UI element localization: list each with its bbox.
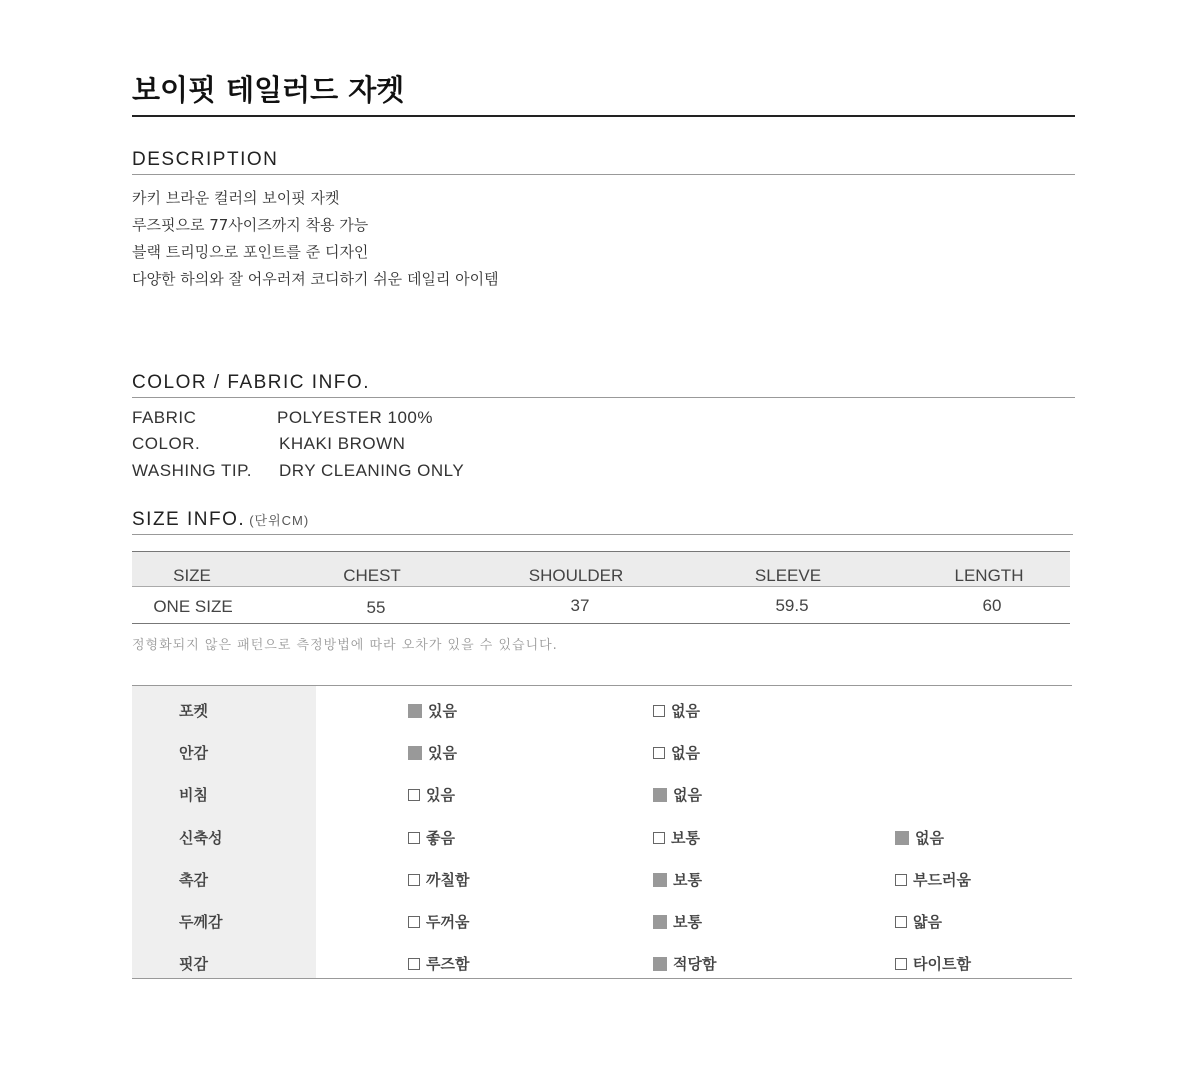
property-option bbox=[408, 784, 455, 805]
unchecked-box-icon bbox=[408, 874, 420, 886]
property-option bbox=[895, 827, 944, 848]
property-option-label: 없음 bbox=[671, 702, 700, 720]
property-label: 안감 bbox=[179, 744, 208, 762]
property-row bbox=[132, 947, 1072, 977]
property-label: 촉감 bbox=[179, 871, 208, 889]
property-label: 핏감 bbox=[179, 955, 208, 973]
property-option bbox=[408, 827, 455, 848]
property-option bbox=[653, 827, 700, 848]
sleeve-column-header: SLEEVE bbox=[754, 566, 822, 585]
property-option bbox=[408, 869, 469, 890]
length-value: 60 bbox=[982, 596, 1002, 615]
checked-box-icon bbox=[408, 704, 422, 718]
property-row bbox=[132, 905, 1072, 935]
property-option-label: 없음 bbox=[673, 786, 702, 804]
checked-box-icon bbox=[653, 957, 667, 971]
property-row bbox=[132, 778, 1072, 808]
property-option-label: 타이트함 bbox=[913, 955, 971, 973]
fabric-value: POLYESTER 100% bbox=[277, 408, 433, 427]
unchecked-box-icon bbox=[653, 747, 665, 759]
property-option bbox=[653, 953, 716, 974]
property-option-label: 부드러움 bbox=[913, 871, 971, 889]
unchecked-box-icon bbox=[895, 916, 907, 928]
property-option bbox=[408, 742, 457, 763]
shoulder-value: 37 bbox=[570, 596, 590, 615]
color-label: COLOR. bbox=[132, 434, 201, 453]
description-line: 카키 브라운 컬러의 보이핏 자켓 bbox=[132, 189, 340, 207]
checked-box-icon bbox=[653, 873, 667, 887]
size-unit: (단위CM) bbox=[249, 513, 310, 528]
unchecked-box-icon bbox=[895, 958, 907, 970]
unchecked-box-icon bbox=[653, 832, 665, 844]
size-table bbox=[132, 551, 1070, 624]
property-option-label: 적당함 bbox=[673, 955, 717, 973]
property-option bbox=[653, 911, 702, 932]
chest-value: 55 bbox=[366, 598, 386, 617]
property-option-label: 까칠함 bbox=[426, 871, 470, 889]
property-option-label: 보통 bbox=[673, 871, 702, 889]
property-option-label: 좋음 bbox=[426, 829, 455, 847]
property-option-label: 보통 bbox=[673, 913, 702, 931]
description-line: 다양한 하의와 잘 어우러져 코디하기 쉬운 데일리 아이템 bbox=[132, 270, 499, 288]
size-value: ONE SIZE bbox=[153, 597, 233, 616]
page-title: 보이핏 테일러드 자켓 bbox=[132, 68, 1075, 117]
checked-box-icon bbox=[895, 831, 909, 845]
property-option bbox=[408, 953, 469, 974]
fabric-info-heading: COLOR / FABRIC INFO. bbox=[132, 372, 1075, 398]
property-row bbox=[132, 736, 1072, 766]
unchecked-box-icon bbox=[408, 832, 420, 844]
property-option bbox=[895, 869, 971, 890]
property-row bbox=[132, 694, 1072, 724]
measurement-note: 정형화되지 않은 패턴으로 측정방법에 따라 오차가 있을 수 있습니다. bbox=[132, 638, 558, 653]
fabric-label: FABRIC bbox=[132, 408, 197, 427]
property-label: 비침 bbox=[179, 786, 208, 804]
property-option bbox=[653, 700, 700, 721]
property-option-label: 두꺼움 bbox=[426, 913, 470, 931]
unchecked-box-icon bbox=[895, 874, 907, 886]
property-option-label: 얇음 bbox=[913, 913, 942, 931]
color-value: KHAKI BROWN bbox=[279, 434, 406, 453]
property-row bbox=[132, 863, 1072, 893]
description-heading: DESCRIPTION bbox=[132, 149, 1075, 175]
property-label: 포켓 bbox=[179, 702, 208, 720]
washing-tip-value: DRY CLEANING ONLY bbox=[279, 461, 465, 480]
property-option bbox=[408, 700, 457, 721]
checked-box-icon bbox=[408, 746, 422, 760]
size-info-heading: SIZE INFO. (단위CM) bbox=[132, 509, 1073, 535]
chest-column-header: CHEST bbox=[343, 566, 401, 585]
property-option-label: 없음 bbox=[915, 829, 944, 847]
property-label: 두께감 bbox=[179, 913, 223, 931]
unchecked-box-icon bbox=[408, 789, 420, 801]
property-label: 신축성 bbox=[179, 829, 223, 847]
size-table-header bbox=[132, 552, 1070, 587]
shoulder-column-header: SHOULDER bbox=[528, 566, 624, 585]
checked-box-icon bbox=[653, 915, 667, 929]
unchecked-box-icon bbox=[408, 916, 420, 928]
size-column-header: SIZE bbox=[173, 566, 211, 585]
length-column-header: LENGTH bbox=[954, 566, 1024, 585]
property-option bbox=[408, 911, 469, 932]
property-option-label: 있음 bbox=[428, 702, 457, 720]
unchecked-box-icon bbox=[653, 705, 665, 717]
description-line: 블랙 트리밍으로 포인트를 준 디자인 bbox=[132, 243, 369, 261]
property-option-label: 없음 bbox=[671, 744, 700, 762]
unchecked-box-icon bbox=[408, 958, 420, 970]
property-option bbox=[653, 869, 702, 890]
property-option bbox=[653, 784, 702, 805]
sleeve-value: 59.5 bbox=[775, 596, 809, 615]
property-option-label: 보통 bbox=[671, 829, 700, 847]
property-option-label: 있음 bbox=[426, 786, 455, 804]
property-option bbox=[895, 911, 942, 932]
product-properties bbox=[132, 685, 1072, 979]
washing-tip-label: WASHING TIP. bbox=[132, 461, 252, 480]
property-option bbox=[895, 953, 971, 974]
property-option-label: 루즈함 bbox=[426, 955, 470, 973]
property-row bbox=[132, 821, 1072, 851]
checked-box-icon bbox=[653, 788, 667, 802]
description-line: 루즈핏으로 77사이즈까지 착용 가능 bbox=[132, 216, 369, 234]
property-option-label: 있음 bbox=[428, 744, 457, 762]
property-option bbox=[653, 742, 700, 763]
